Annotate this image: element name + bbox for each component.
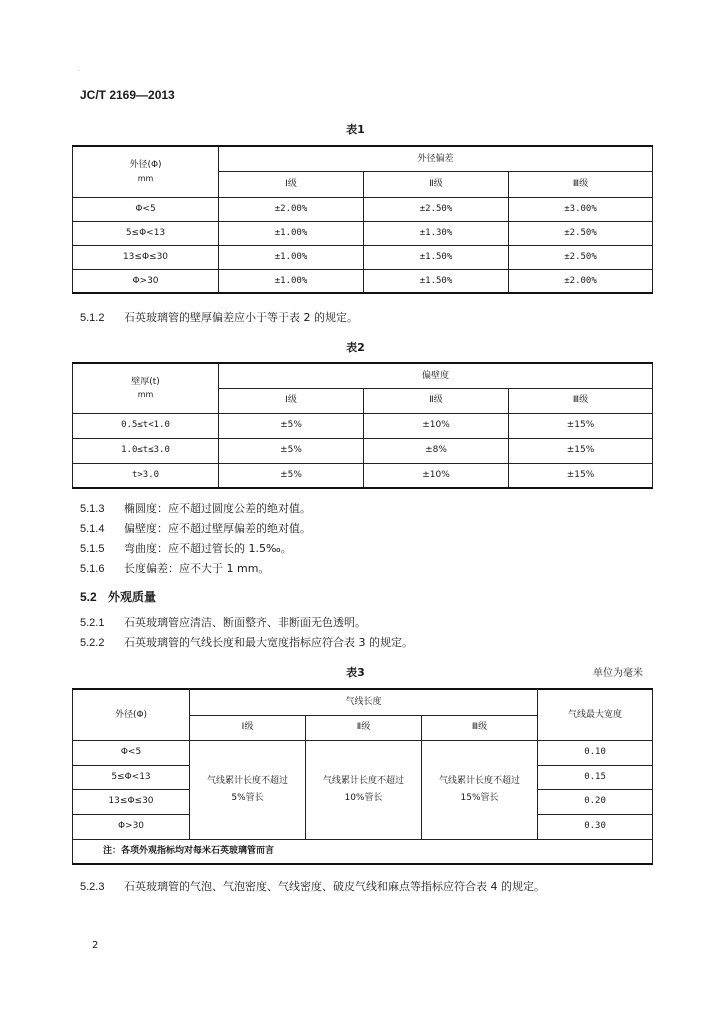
table-cell: 0.20 <box>538 789 653 814</box>
length-limit-text: 气线累计长度不超过 <box>322 776 404 787</box>
table3-group-header: 气线长度 <box>190 689 538 715</box>
length-limit-value: 10%管长 <box>344 792 383 803</box>
table3-note: 注：各项外观指标均对每米石英玻璃管而言 <box>73 839 653 864</box>
clause-number: 5.1.5 <box>80 543 105 555</box>
page-number: 2 <box>92 940 99 951</box>
table2 <box>72 362 653 489</box>
table-cell: 13≤Φ≤30 <box>73 245 219 269</box>
table2-col1-header <box>73 363 219 413</box>
table-cell: ±2.50% <box>364 197 509 221</box>
table-cell: 5≤Φ<13 <box>73 765 190 789</box>
table1-group-header: 外径偏差 <box>219 146 653 171</box>
length-limit-value: 5%管长 <box>231 792 264 803</box>
table-cell: ±3.00% <box>509 197 653 221</box>
table-row <box>73 438 653 463</box>
clause-text: 长度偏差：应不大于 1 mm。 <box>124 562 270 575</box>
clause-text: 石英玻璃管的壁厚偏差应小于等于表 2 的规定。 <box>124 311 358 324</box>
section-number: 5.2 <box>80 590 97 604</box>
table-row <box>73 839 653 864</box>
table2-grade-1: Ⅰ级 <box>219 388 364 413</box>
table3-grade-1: Ⅰ级 <box>190 715 306 740</box>
table-cell: ±1.00% <box>219 269 364 293</box>
table-cell: ±5% <box>219 463 364 488</box>
table3-grade-3: Ⅲ级 <box>422 715 538 740</box>
table-cell: ±2.50% <box>509 245 653 269</box>
table2-grade-3: Ⅲ级 <box>509 388 653 413</box>
table3-unit: 单位为毫米 <box>593 668 643 679</box>
length-limit-text: 气线累计长度不超过 <box>439 776 521 787</box>
clause-text: 椭圆度：应不超过圆度公差的绝对值。 <box>124 502 311 515</box>
table-row <box>73 740 653 765</box>
clause-number: 5.2.2 <box>80 637 105 649</box>
clause-number: 5.1.6 <box>80 563 105 575</box>
table-cell: ±1.50% <box>364 245 509 269</box>
clause-5-2-2 <box>80 634 413 650</box>
table-cell: ±5% <box>219 413 364 438</box>
table2-grade-2: Ⅱ级 <box>364 388 509 413</box>
table-cell: ±15% <box>509 438 653 463</box>
table-cell: ±1.30% <box>364 221 509 245</box>
table-row <box>73 413 653 438</box>
length-limit-text: 气线累计长度不超过 <box>206 776 288 787</box>
table1-grade-2: Ⅱ级 <box>364 171 509 197</box>
clause-5-1-5 <box>80 540 292 556</box>
table3-grade-2: Ⅱ级 <box>306 715 422 740</box>
table-cell: ±1.00% <box>219 221 364 245</box>
table-cell: ±15% <box>509 463 653 488</box>
table-row <box>73 463 653 488</box>
table-row <box>73 245 653 269</box>
table-cell: 0.15 <box>538 765 653 789</box>
clause-number: 5.1.4 <box>80 523 105 535</box>
clause-text: 石英玻璃管的气线长度和最大宽度指标应符合表 3 的规定。 <box>124 636 413 649</box>
clause-text: 石英玻璃管应清洁、断面整齐、非断面无色透明。 <box>124 616 366 629</box>
table-cell: 5≤Φ<13 <box>73 221 219 245</box>
clause-5-1-6 <box>80 560 269 576</box>
table-cell: Φ<5 <box>73 197 219 221</box>
clause-5-1-2 <box>80 309 358 325</box>
table1-col1-header <box>73 146 219 197</box>
table1-grade-3: Ⅲ级 <box>509 171 653 197</box>
table-cell: 13≤Φ≤30 <box>73 789 190 814</box>
table1-grade-1: Ⅰ级 <box>219 171 364 197</box>
table3-grade2-length <box>306 740 422 839</box>
scan-mark: . <box>78 66 80 73</box>
table-cell: ±2.00% <box>509 269 653 293</box>
table3-grade1-length <box>190 740 306 839</box>
table1-title: 表1 <box>346 123 365 136</box>
table2-col1-label: 壁厚(t) <box>131 376 160 387</box>
table-cell: Φ<5 <box>73 740 190 765</box>
clause-5-1-4 <box>80 520 311 536</box>
table-cell: ±1.00% <box>219 245 364 269</box>
table3-title: 表3 <box>346 666 365 679</box>
clause-number: 5.2.1 <box>80 617 105 629</box>
table-cell: ±10% <box>364 463 509 488</box>
table-cell: 1.0≤t≤3.0 <box>73 438 219 463</box>
clause-number: 5.1.2 <box>80 312 105 324</box>
table1-col1-label: 外径(Φ) <box>129 160 162 171</box>
table-cell: ±8% <box>364 438 509 463</box>
table2-col1-unit: mm <box>137 390 154 400</box>
table-cell: ±2.00% <box>219 197 364 221</box>
table1 <box>72 145 653 294</box>
table-cell: t>3.0 <box>73 463 219 488</box>
table-row <box>73 221 653 245</box>
clause-5-2-3 <box>80 878 545 894</box>
section-5-2 <box>80 588 156 605</box>
table-row <box>73 197 653 221</box>
table3-col1-header: 外径(Φ) <box>73 689 190 740</box>
clause-5-1-3 <box>80 500 311 516</box>
clause-text: 弯曲度：应不超过管长的 1.5‰。 <box>124 542 292 555</box>
table-cell: ±5% <box>219 438 364 463</box>
section-title: 外观质量 <box>108 590 157 604</box>
table3-grade3-length <box>422 740 538 839</box>
table2-title: 表2 <box>346 341 365 354</box>
clause-number: 5.1.3 <box>80 503 105 515</box>
table1-col1-unit: mm <box>137 173 154 183</box>
clause-text: 石英玻璃管的气泡、气泡密度、气线密度、破皮气线和麻点等指标应符合表 4 的规定。 <box>124 880 545 893</box>
clause-text: 偏壁度：应不超过壁厚偏差的绝对值。 <box>124 522 311 535</box>
table-row <box>73 269 653 293</box>
table-cell: ±2.50% <box>509 221 653 245</box>
table3-width-header: 气线最大宽度 <box>538 689 653 740</box>
table2-group-header: 偏壁度 <box>219 363 653 388</box>
table-cell: 0.30 <box>538 814 653 839</box>
table-cell: Φ>30 <box>73 814 190 839</box>
clause-5-2-1 <box>80 614 366 630</box>
length-limit-value: 15%管长 <box>460 792 499 803</box>
table-cell: 0.5≤t<1.0 <box>73 413 219 438</box>
standard-code: JC/T 2169—2013 <box>80 88 175 102</box>
table-cell: 0.10 <box>538 740 653 765</box>
clause-number: 5.2.3 <box>80 881 105 893</box>
table3 <box>72 688 653 865</box>
table-cell: ±10% <box>364 413 509 438</box>
table-cell: Φ>30 <box>73 269 219 293</box>
table-cell: ±15% <box>509 413 653 438</box>
table-cell: ±1.50% <box>364 269 509 293</box>
